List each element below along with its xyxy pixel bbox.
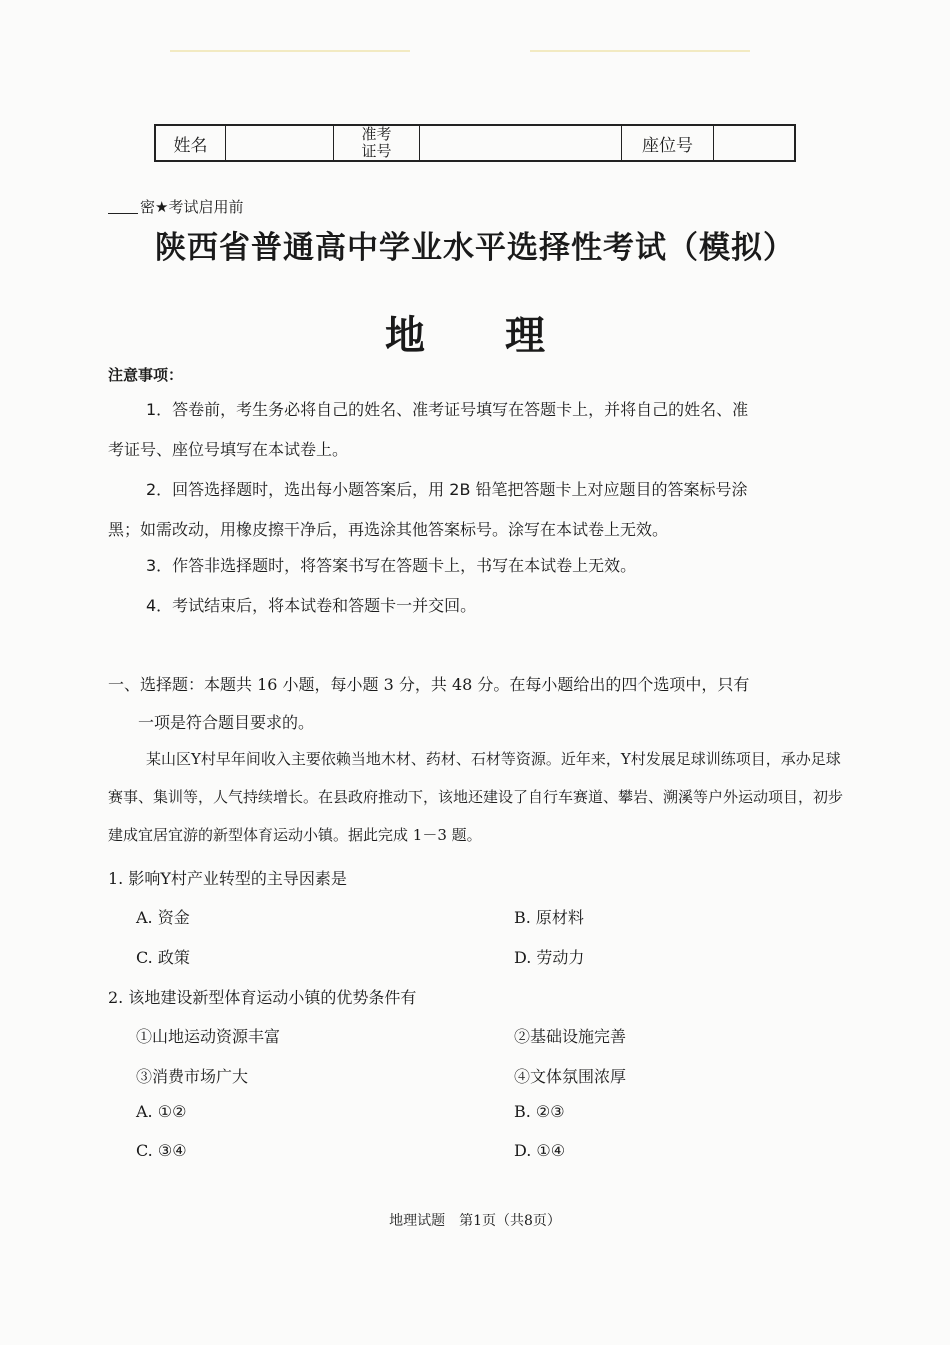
seat-field[interactable]: [714, 126, 794, 160]
q2-statement-1: ①山地运动资源丰富: [136, 1027, 281, 1046]
question-2-stem: 2. 该地建设新型体育运动小镇的优势条件有: [108, 988, 417, 1007]
exam-title: 陕西省普通高中学业水平选择性考试（模拟）: [155, 230, 795, 266]
q2-option-c: C. ③④: [136, 1141, 187, 1160]
secret-mark: 密★考试启用前: [108, 196, 243, 217]
q2-statement-4: ④文体氛围浓厚: [514, 1067, 627, 1086]
scan-artifact: [530, 50, 750, 52]
question-1-stem: 1. 影响Y村产业转型的主导因素是: [108, 869, 347, 888]
q2-statement-2: ②基础设施完善: [514, 1027, 627, 1046]
candidate-info-table: [154, 124, 796, 162]
exam-id-label: 准考 证号: [334, 126, 420, 160]
scan-artifact: [170, 50, 410, 52]
q1-option-d: D. 劳动力: [514, 948, 585, 967]
notes-heading: 注意事项：: [108, 366, 184, 384]
subject-title: 地理: [385, 313, 625, 359]
q1-option-b: B. 原材料: [514, 908, 584, 927]
exam-id-field[interactable]: [420, 126, 622, 160]
name-field[interactable]: [226, 126, 334, 160]
section-heading: 一、选择题：本题共 16 小题，每小题 3 分，共 48 分。在每小题给出的四个选项中，只有 一项是符合题目要求的。: [108, 675, 750, 732]
passage-text: 某山区Y村早年间收入主要依赖当地木材、药材、石材等资源。近年来，Y村发展足球训练项目，承办足球赛事、集训等，人气持续增长。在县政府推动下，该地还建设了自行车赛道、攀岩、溯溪等户外运动项目，初步建成宜居宜游的新型体育运动小镇。据此完成 1－3 题。: [108, 750, 844, 844]
q1-option-c: C. 政策: [136, 948, 190, 967]
q2-option-d: D. ①④: [514, 1141, 566, 1160]
q2-option-a: A. ①②: [136, 1102, 187, 1121]
q1-option-a: A. 资金: [136, 908, 190, 927]
seat-label: 座位号: [622, 126, 714, 160]
note-item-1: 1．答卷前，考生务必将自己的姓名、准考证号填写在答题卡上，并将自己的姓名、准 考证号、座位号填写在本试卷上。: [108, 400, 749, 459]
note-item-2: 2．回答选择题时，选出每小题答案后，用 2B 铅笔把答题卡上对应题目的答案标号涂 黑；如需改动，用橡皮擦干净后，再选涂其他答案标号。涂写在本试卷上无效。: [108, 480, 748, 539]
page-footer: 地理试题 第1页（共8页）: [389, 1213, 561, 1229]
note-item-4: 4．考试结束后，将本试卷和答题卡一并交回。: [146, 596, 477, 615]
note-item-3: 3．作答非选择题时，将答案书写在答题卡上，书写在本试卷上无效。: [146, 556, 637, 575]
name-label: 姓名: [156, 126, 226, 160]
q2-statement-3: ③消费市场广大: [136, 1067, 249, 1086]
q2-option-b: B. ②③: [514, 1102, 565, 1121]
